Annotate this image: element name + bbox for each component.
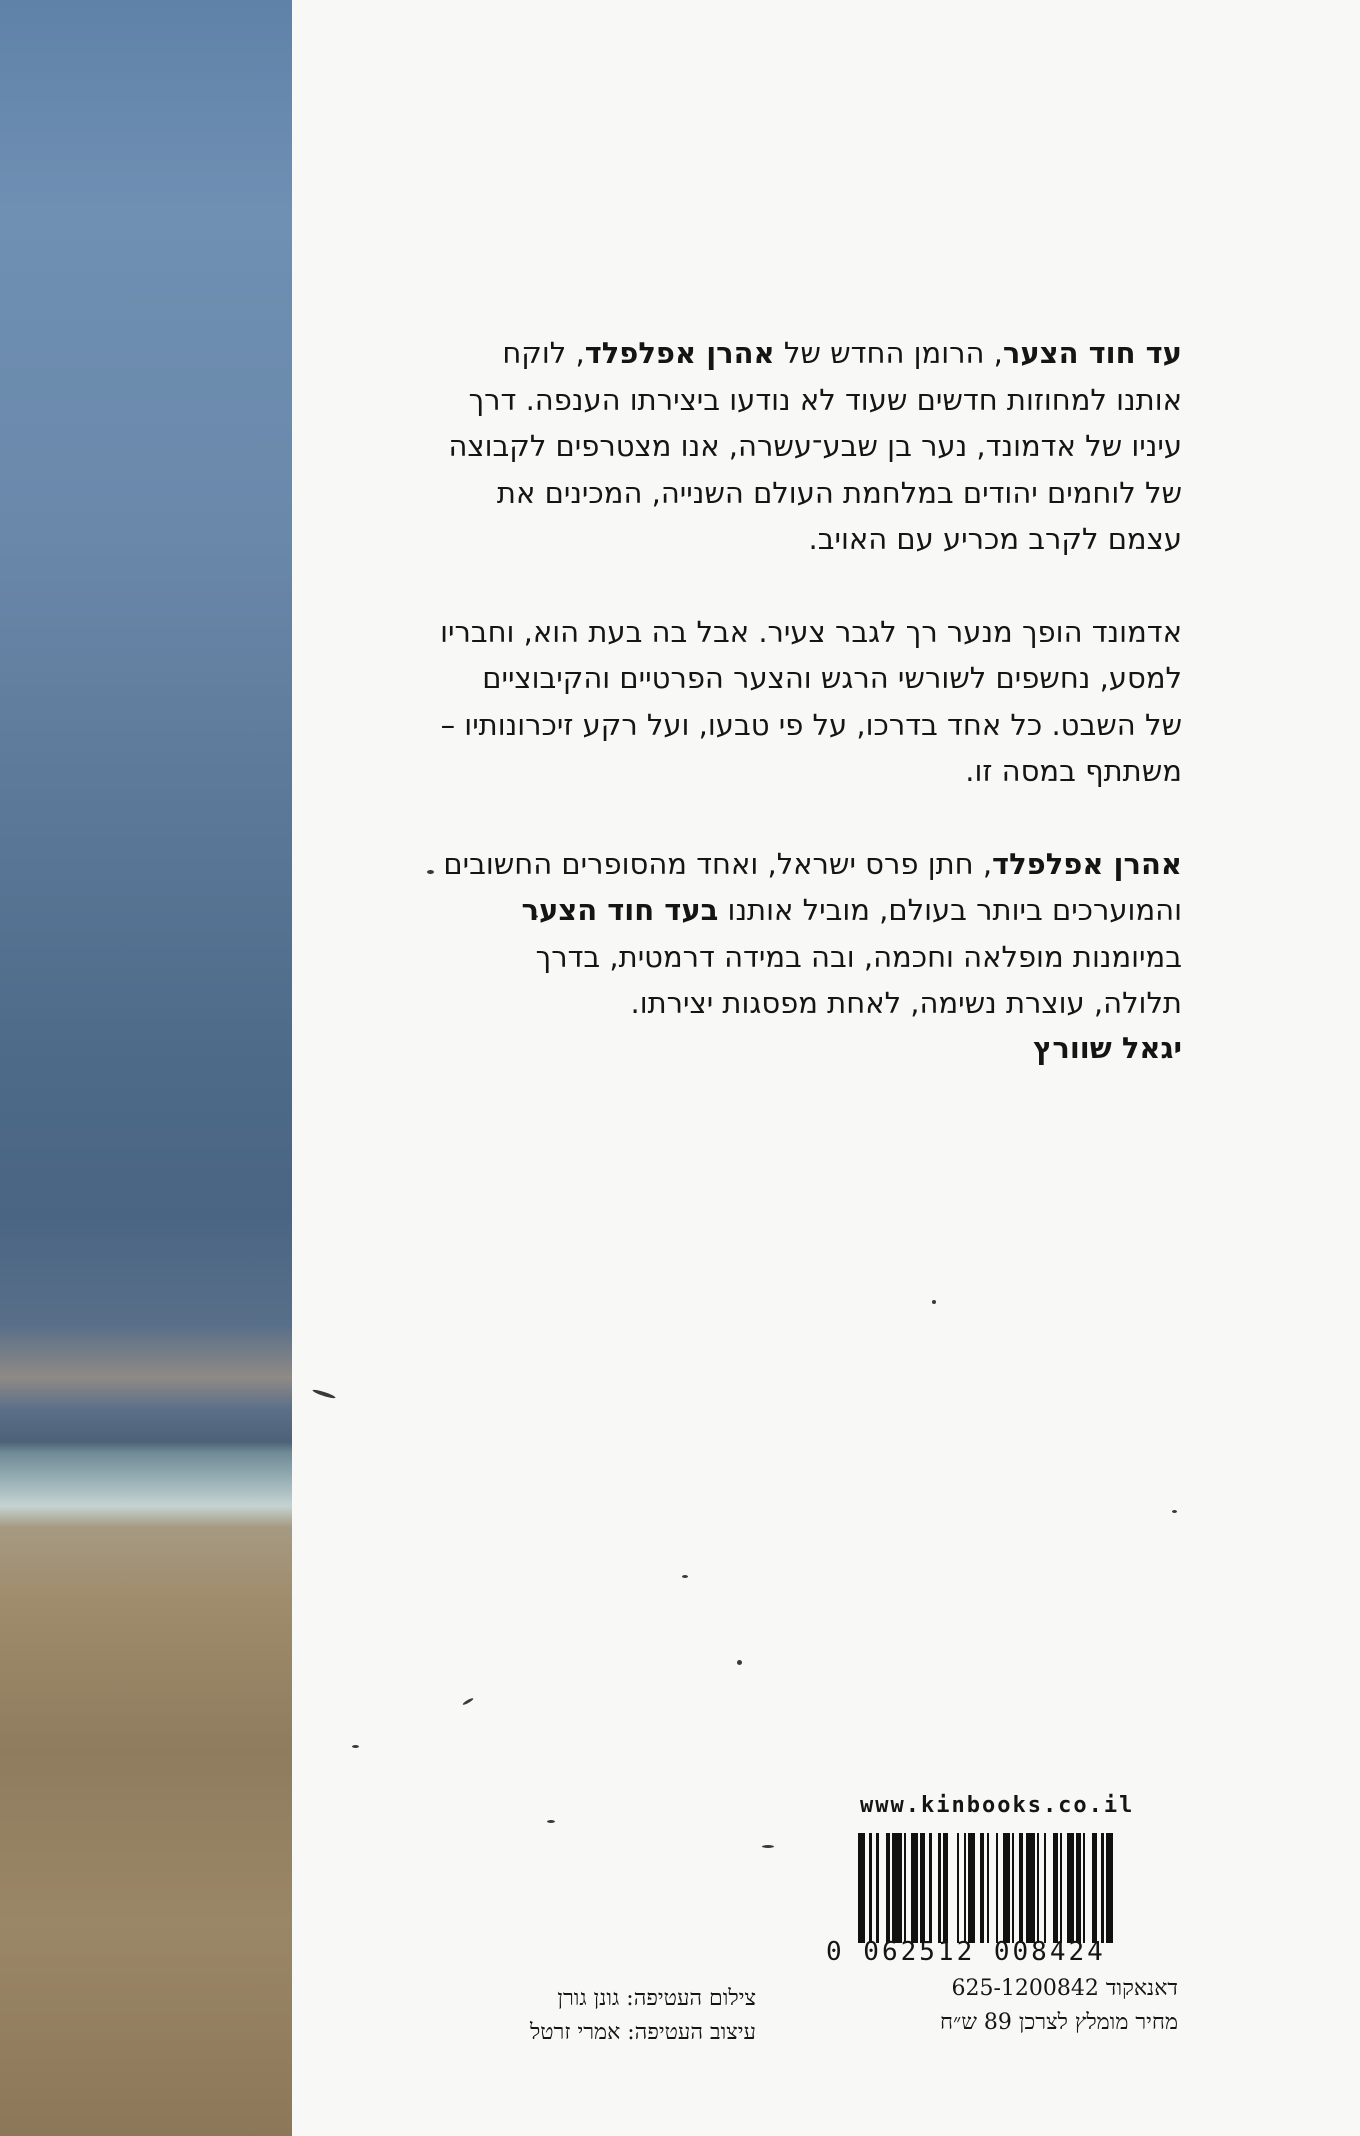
author-name: אהרן אפלפלד xyxy=(584,336,775,370)
barcode-bar xyxy=(911,1833,918,1943)
book-title: עד חוד הצער xyxy=(1002,336,1182,370)
barcode-bar xyxy=(1085,1833,1092,1943)
cover-photo-credit: צילום העטיפה: גונן גורן xyxy=(557,1986,756,2011)
barcode-bar xyxy=(858,1833,865,1943)
recommended-price: מחיר מומלץ לצרכן 89 ש״ח xyxy=(939,2010,1178,2035)
barcode-bar xyxy=(1113,1833,1115,1943)
barcode-bar xyxy=(879,1833,886,1943)
barcode xyxy=(858,1833,1180,1943)
barcode-bar xyxy=(932,1833,939,1943)
barcode-bar xyxy=(968,1833,975,1943)
barcode-bar xyxy=(1046,1833,1053,1943)
barcode-bar xyxy=(1106,1833,1113,1943)
cover-credits xyxy=(440,1982,756,2050)
barcode-bar xyxy=(1026,1833,1035,1943)
catalog-number: דאנאקוד 625-1200842 xyxy=(951,1976,1178,2001)
book-title-2: בעד חוד הצער xyxy=(521,893,719,927)
book-blurb xyxy=(440,330,1182,1071)
publisher-website: www.kinbooks.co.il xyxy=(860,1793,1135,1818)
blurb-paragraph-2: אדמונד הופך מנער רך לגבר צעיר. אבל בה בעת הוא, וחבריו למסע, נחשפים לשורשי הרגש והצער הפרטיים והקיבוציים של השבט. כל אחד בדרכו, על פי טבעו, ועל רקע זיכרונותיו – משתתף במסה זו. xyxy=(440,614,1182,788)
barcode-bar xyxy=(948,1833,957,1943)
cover-photo-strip xyxy=(0,0,292,2136)
barcode-bar xyxy=(989,1833,996,1943)
author-name-2: אהרן אפלפלד xyxy=(992,846,1182,881)
cover-design-credit: עיצוב העטיפה: אמרי זרטל xyxy=(529,2020,756,2045)
barcode-digits: 0 062512 008424 xyxy=(826,1937,1106,1967)
barcode-bar xyxy=(892,1833,901,1943)
barcode-bar xyxy=(1003,1833,1010,1943)
blurb-paragraph-3: אהרן אפלפלד, חתן פרס ישראל, ואחד מהסופרים החשובים והמוערכים ביותר בעולם, מוביל אותנו בעד חוד הצער במיומנות מופלאה וחכמה, ובה במידה דרמטית, בדרך תלולה, עוצרת נשימה, לאחת מפסגות יצירתו. xyxy=(443,846,1182,1020)
review-signature: יגאל שוורץ xyxy=(1033,1030,1182,1065)
catalog-info xyxy=(860,1972,1178,2040)
barcode-bar xyxy=(1067,1833,1074,1943)
blurb-paragraph-1: עד חוד הצער, הרומן החדש של אהרן אפלפלד, לוקח אותנו למחוזות חדשים שעוד לא נודעו ביצירתו הענפה. דרך עיניו של אדמונד, נער בן שבע־עשרה, אנו מצטרפים לקבוצה של לוחמים יהודים במלחמת העולם השנייה, המכינים את עצמם לקרב מכריע עם האויב. xyxy=(448,336,1182,556)
